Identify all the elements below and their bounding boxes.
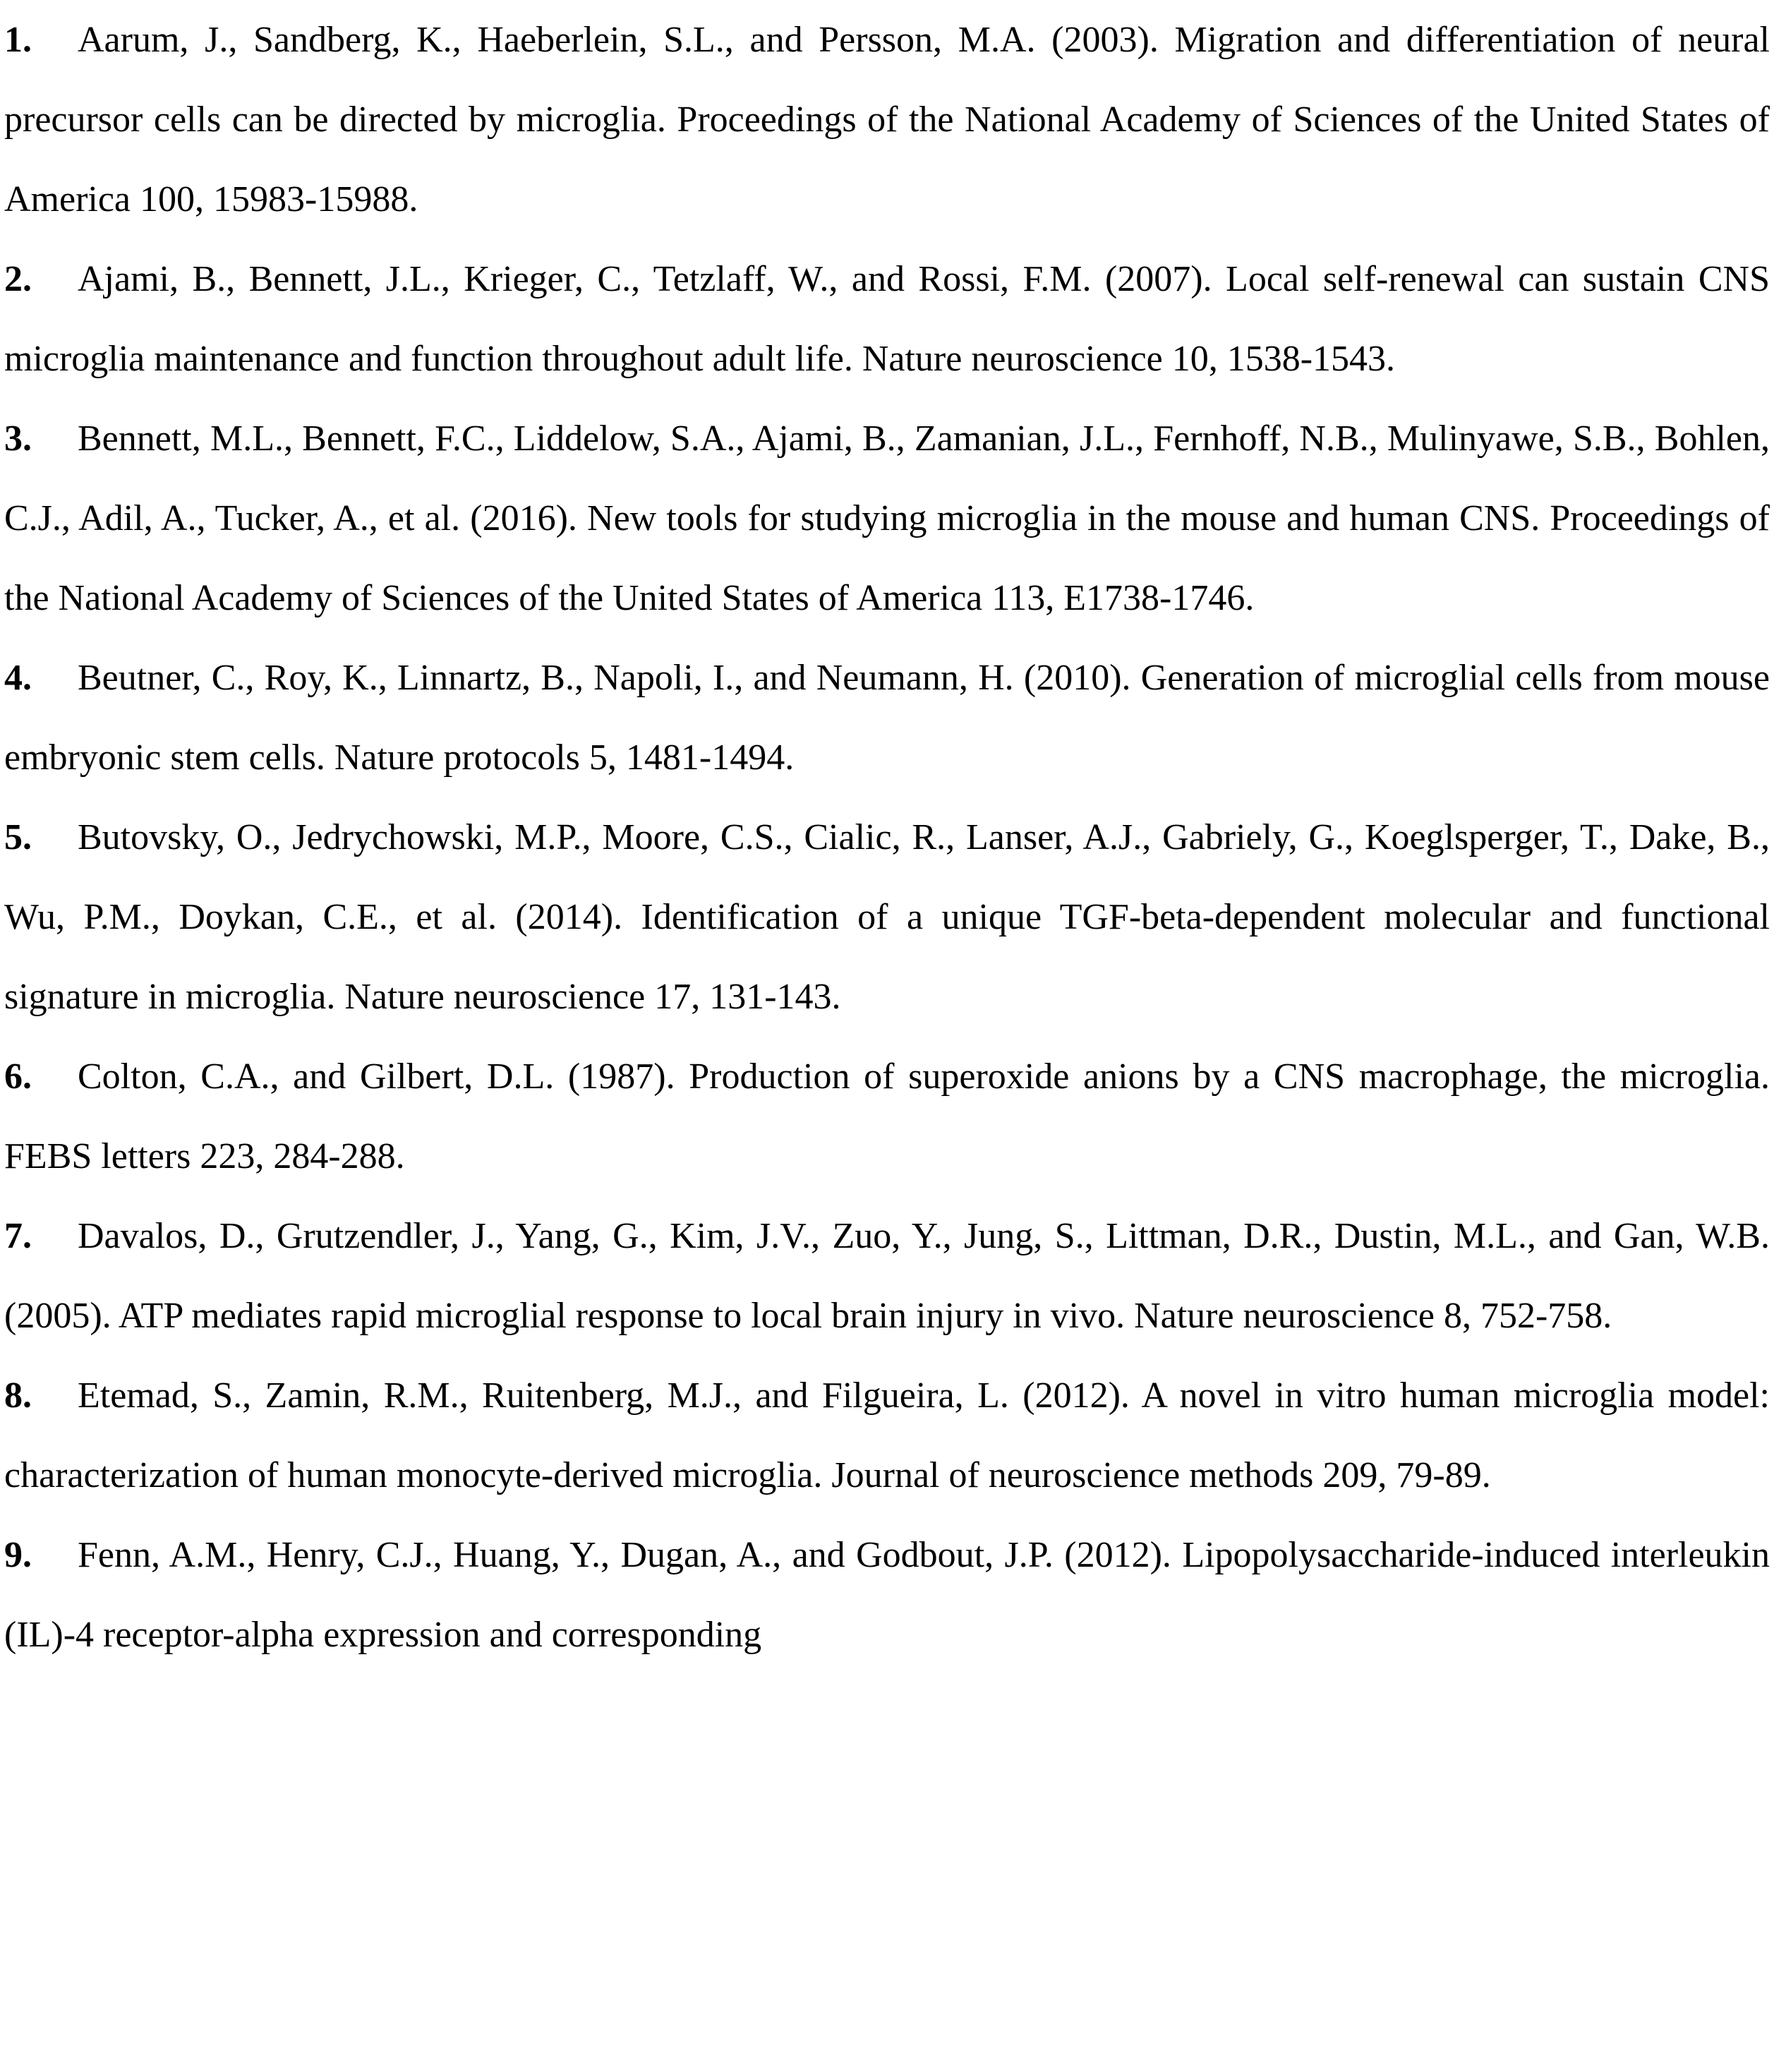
- reference-text: Ajami, B., Bennett, J.L., Krieger, C., Tetzlaff, W., and Rossi, F.M. (2007). Local self-renewal can sustain CNS microglia maintenance and function throughout adult life. Nature neuroscience 10, 1538-1543.: [4, 259, 1770, 379]
- reference-text: Aarum, J., Sandberg, K., Haeberlein, S.L., and Persson, M.A. (2003). Migration and differentiation of neural precursor cells can be directed by microglia. Proceedings of the National Academy of Sciences of the United States of America 100, 15983-15988.: [4, 20, 1770, 219]
- reference-item-2: [4, 239, 1770, 399]
- reference-item-7: [4, 1196, 1770, 1356]
- reference-number: 5.: [4, 817, 32, 857]
- reference-item-5: [4, 797, 1770, 1037]
- reference-number: 1.: [4, 20, 32, 60]
- reference-text: Fenn, A.M., Henry, C.J., Huang, Y., Dugan, A., and Godbout, J.P. (2012). Lipopolysaccharide-induced interleukin (IL)-4 receptor-alpha expression and corresponding: [4, 1535, 1770, 1655]
- reference-text: Etemad, S., Zamin, R.M., Ruitenberg, M.J., and Filgueira, L. (2012). A novel in vitro human microglia model: characterization of human monocyte-derived microglia. Journal of neuroscience methods 209, 79-89.: [4, 1375, 1770, 1495]
- reference-text: Butovsky, O., Jedrychowski, M.P., Moore, C.S., Cialic, R., Lanser, A.J., Gabriely, G., Koeglsperger, T., Dake, B., Wu, P.M., Doykan, C.E., et al. (2014). Identification of a unique TGF-beta-dependent molecular and functional signature in microglia. Nature neuroscience 17, 131-143.: [4, 817, 1770, 1017]
- reference-number: 3.: [4, 418, 32, 459]
- reference-number: 9.: [4, 1535, 32, 1575]
- reference-text: Davalos, D., Grutzendler, J., Yang, G., Kim, J.V., Zuo, Y., Jung, S., Littman, D.R., Dustin, M.L., and Gan, W.B. (2005). ATP mediates rapid microglial response to local brain injury in vivo. Nature neuroscience 8, 752-758.: [4, 1216, 1770, 1336]
- reference-text: Beutner, C., Roy, K., Linnartz, B., Napoli, I., and Neumann, H. (2010). Generation of microglial cells from mouse embryonic stem cells. Nature protocols 5, 1481-1494.: [4, 658, 1770, 778]
- reference-item-6: [4, 1037, 1770, 1196]
- reference-number: 7.: [4, 1216, 32, 1256]
- reference-item-8: [4, 1356, 1770, 1515]
- reference-number: 8.: [4, 1375, 32, 1416]
- reference-number: 4.: [4, 658, 32, 698]
- reference-item-4: [4, 638, 1770, 797]
- reference-number: 6.: [4, 1056, 32, 1097]
- reference-item-3: [4, 399, 1770, 638]
- reference-item-1: [4, 0, 1770, 239]
- reference-text: Bennett, M.L., Bennett, F.C., Liddelow, S.A., Ajami, B., Zamanian, J.L., Fernhoff, N.B., Mulinyawe, S.B., Bohlen, C.J., Adil, A., Tucker, A., et al. (2016). New tools for studying microglia in the mouse and human CNS. Proceedings of the National Academy of Sciences of the United States of America 113, E1738-1746.: [4, 418, 1770, 618]
- reference-text: Colton, C.A., and Gilbert, D.L. (1987). Production of superoxide anions by a CNS macrophage, the microglia. FEBS letters 223, 284-288.: [4, 1056, 1770, 1176]
- reference-item-9: [4, 1515, 1770, 1675]
- reference-number: 2.: [4, 259, 32, 299]
